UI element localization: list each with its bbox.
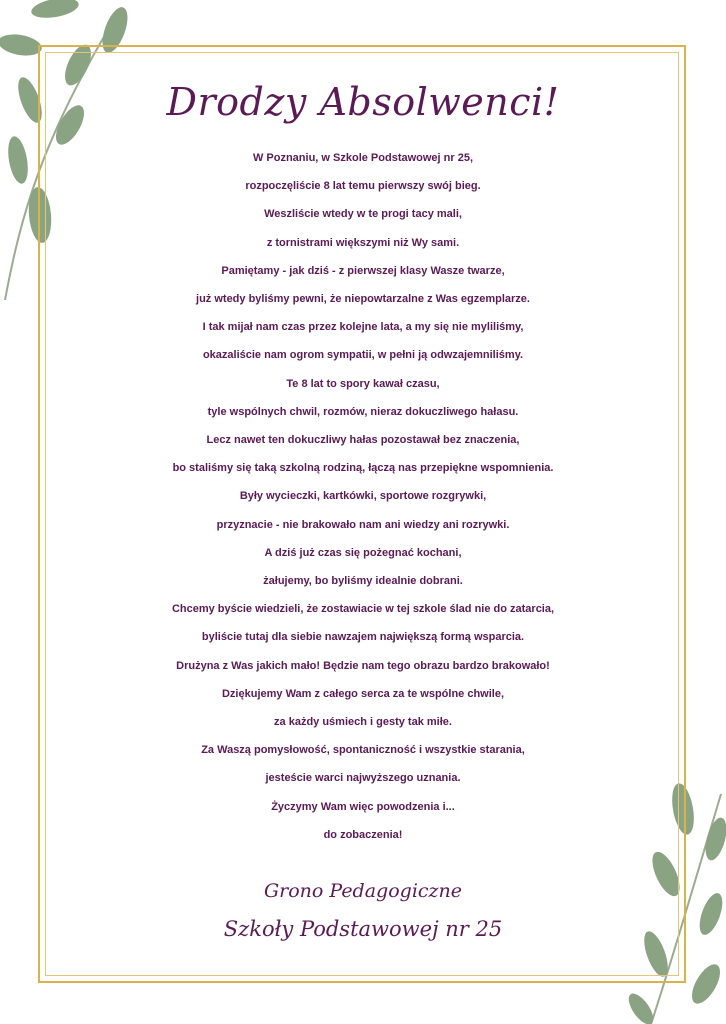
poem-body <box>40 144 686 849</box>
page-title: Drodzy Absolwenci! <box>166 80 560 124</box>
poem-line: jesteście warci najwyższego uznania. <box>265 772 461 785</box>
poem-line: żałujemy, bo byliśmy idealnie dobrani. <box>263 575 463 588</box>
poem-line: byliście tutaj dla siebie nawzajem największą formą wsparcia. <box>201 631 525 644</box>
poem-line: A dziś już czas się pożegnać kochani, <box>264 546 462 559</box>
poem-line: Drużyna z Was jakich mało! Będzie nam tego obrazu bardzo brakowało! <box>176 659 550 672</box>
poem-line: Życzymy Wam więc powodzenia i... <box>271 800 455 813</box>
poem-line: z tornistrami większymi niż Wy sami. <box>266 236 460 249</box>
poem-line: Pamiętamy - jak dziś - z pierwszej klasy Wasze twarze, <box>221 264 505 277</box>
poem-line: Chcemy byście wiedzieli, że zostawiacie w tej szkole ślad nie do zatarcia, <box>171 603 555 616</box>
signature-line-1: Grono Pedagogiczne <box>263 880 463 902</box>
poem-line: rozpoczęliście 8 lat temu pierwszy swój bieg. <box>245 180 481 193</box>
poem-line: już wtedy byliśmy pewni, że niepowtarzalne z Was egzemplarze. <box>196 293 530 306</box>
poem-line: bo staliśmy się taką szkolną rodziną, łączą nas przepiękne wspomnienia. <box>172 462 554 475</box>
poem-line: za każdy uśmiech i gesty tak miłe. <box>274 716 452 729</box>
poem-line: okazaliście nam ogrom sympatii, w pełni ją odwzajemniliśmy. <box>202 349 524 362</box>
signature-line-2: Szkoły Podstawowej nr 25 <box>223 917 503 941</box>
poem-line: przyznacie - nie brakowało nam ani wiedzy ani rozrywki. <box>216 518 510 531</box>
poem-line: I tak mijał nam czas przez kolejne lata, a my się nie myliliśmy, <box>202 321 524 334</box>
poem-line: Były wycieczki, kartkówki, sportowe rozgrywki, <box>239 490 487 503</box>
poem-line: Weszliście wtedy w te progi tacy mali, <box>264 208 462 221</box>
poem-line: Lecz nawet ten dokuczliwy hałas pozostawał bez znaczenia, <box>206 434 520 447</box>
poem-line: Dziękujemy Wam z całego serca za te wspólne chwile, <box>221 687 505 700</box>
poem-line: tyle wspólnych chwil, rozmów, nieraz dokuczliwego hałasu. <box>207 405 519 418</box>
poem-line: Te 8 lat to spory kawał czasu, <box>286 377 440 390</box>
poem-line: Za Waszą pomysłowość, spontaniczność i wszystkie starania, <box>201 744 525 757</box>
poem-line: W Poznaniu, w Szkole Podstawowej nr 25, <box>252 152 474 164</box>
poem-line: do zobaczenia! <box>323 828 403 841</box>
